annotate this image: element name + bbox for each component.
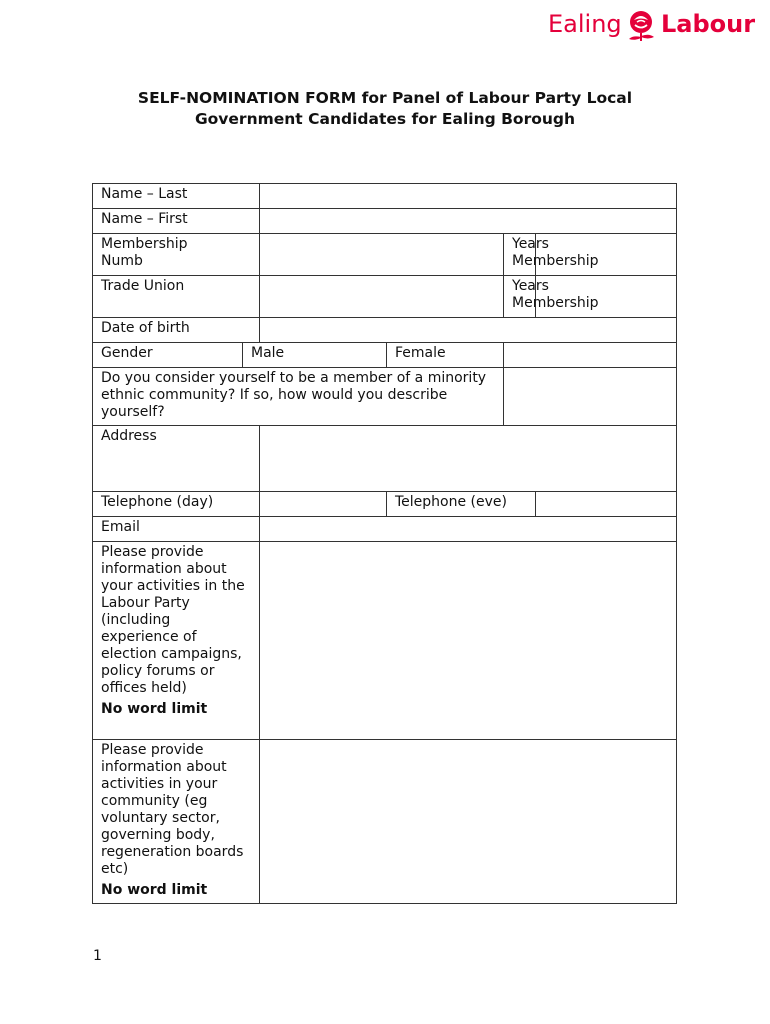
community-activities-field[interactable] xyxy=(260,740,677,904)
telephone-eve-field[interactable] xyxy=(536,492,677,517)
address-field[interactable] xyxy=(260,426,677,492)
years-membership-label xyxy=(504,234,599,276)
years-membership-2-label xyxy=(504,276,599,318)
name-first-field[interactable] xyxy=(260,209,677,234)
community-activities-text: Please provide information about activities in your community (eg voluntary sector, governing body, regeneration boards etc) xyxy=(101,742,244,877)
community-activities-no-word-limit: No word limit xyxy=(101,882,208,898)
row-date-of-birth xyxy=(93,318,677,343)
row-telephone xyxy=(93,492,677,517)
years-membership-2-label-line1: Years xyxy=(512,278,549,294)
telephone-day-field[interactable] xyxy=(260,492,387,517)
row-community-activities xyxy=(93,740,677,904)
row-email xyxy=(93,517,677,542)
name-first-label: Name – First xyxy=(93,209,260,234)
gender-field[interactable] xyxy=(504,343,677,368)
trade-union-label: Trade Union xyxy=(93,276,260,318)
date-of-birth-label: Date of birth xyxy=(93,318,260,343)
name-last-label: Name – Last xyxy=(93,184,260,209)
title-line-2: Government Candidates for Ealing Borough xyxy=(194,110,576,128)
row-name-last xyxy=(93,184,677,209)
row-trade-union xyxy=(93,276,677,318)
membership-number-label-line1: Membership xyxy=(101,236,188,252)
rose-icon xyxy=(623,8,659,42)
gender-female-label: Female xyxy=(387,343,504,368)
membership-number-field[interactable] xyxy=(260,234,504,276)
community-activities-label xyxy=(93,740,260,904)
party-activities-label xyxy=(93,542,260,740)
row-membership xyxy=(93,234,677,276)
row-name-first xyxy=(93,209,677,234)
name-last-field[interactable] xyxy=(260,184,677,209)
email-field[interactable] xyxy=(260,517,677,542)
nomination-form-table xyxy=(92,183,677,904)
ealing-labour-logo xyxy=(548,6,760,42)
logo-ealing-text: Ealing xyxy=(548,10,622,38)
telephone-day-label: Telephone (day) xyxy=(93,492,260,517)
membership-number-label-line2: Numb xyxy=(101,253,143,269)
gender-label: Gender xyxy=(93,343,243,368)
membership-number-label xyxy=(93,234,260,276)
row-party-activities xyxy=(93,542,677,740)
years-membership-label-line2: Membership xyxy=(512,253,599,269)
row-address xyxy=(93,426,677,492)
years-membership-2-label-line2: Membership xyxy=(512,295,599,311)
ethnicity-field[interactable] xyxy=(504,368,677,426)
email-label: Email xyxy=(93,517,260,542)
title-line-1: SELF-NOMINATION FORM for Panel of Labour Party Local xyxy=(137,89,633,107)
gender-male-label: Male xyxy=(243,343,387,368)
years-membership-label-line1: Years xyxy=(512,236,549,252)
date-of-birth-field[interactable] xyxy=(260,318,677,343)
party-activities-field[interactable] xyxy=(260,542,677,740)
row-ethnicity xyxy=(93,368,677,426)
telephone-eve-label: Telephone (eve) xyxy=(387,492,536,517)
ethnicity-question: Do you consider yourself to be a member of a minority ethnic community? If so, how would you describe yourself? xyxy=(93,368,504,426)
party-activities-no-word-limit: No word limit xyxy=(101,701,208,717)
trade-union-field[interactable] xyxy=(260,276,504,318)
page-number: 1 xyxy=(93,948,102,964)
page-title xyxy=(80,88,690,130)
row-gender xyxy=(93,343,677,368)
party-activities-text: Please provide information about your activities in the Labour Party (including experience of election campaigns, policy forums or offices held) xyxy=(101,544,245,696)
logo-labour-text: Labour xyxy=(661,10,756,38)
address-label: Address xyxy=(93,426,260,492)
